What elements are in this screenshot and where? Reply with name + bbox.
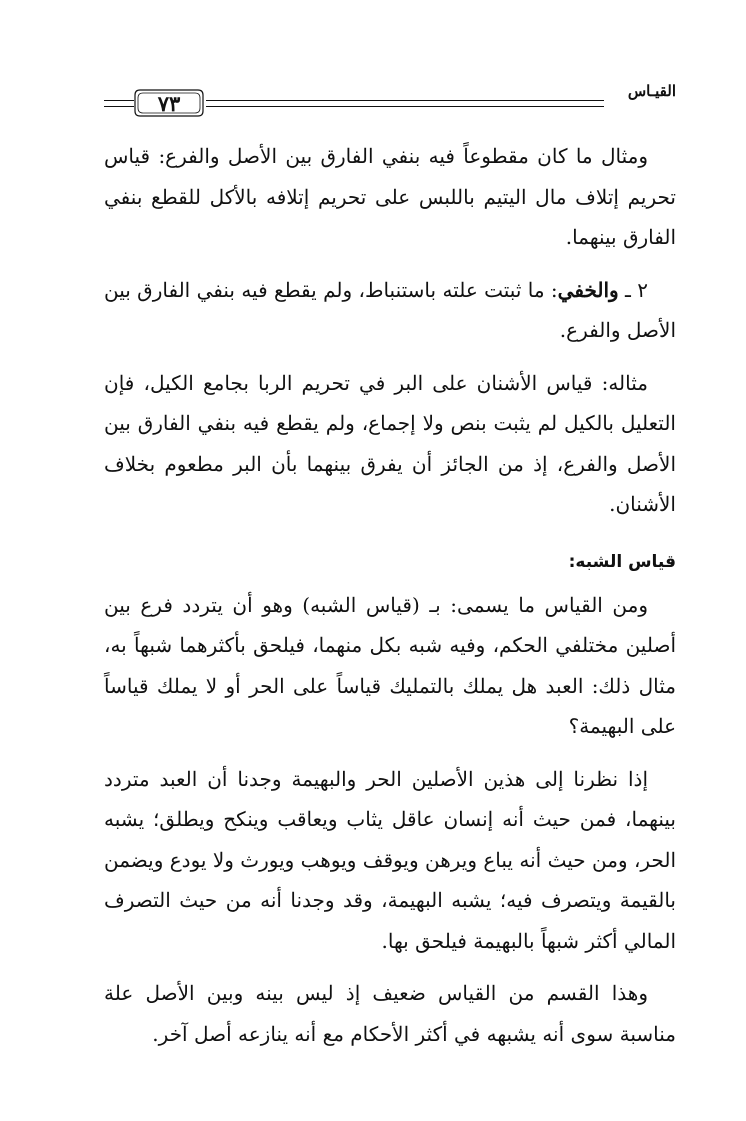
page-number: ٧٣ xyxy=(157,91,181,116)
header-rule-right-bottom xyxy=(206,106,604,107)
paragraph-resemblance-explanation: إذا نظرنا إلى هذين الأصلين الحر والبهيمة وجدنا أن العبد متردد بينهما، فمن حيث أنه إنسان عاقل يثاب ويعاقب وينكح ويطلق؛ يشبه الحر، ومن حيث أنه يباع ويرهن ويوقف ويوهب ويورث ولا يودع ويضمن بالقيمة ويتصرف فيه؛ يشبه البهيمة، وقد وجدنا أنه من حيث التصرف المالي أكثر شبهاً بالبهيمة فيلحق بها. xyxy=(104,766,677,953)
page-number-badge xyxy=(134,88,204,118)
header-rule-right-top xyxy=(206,100,604,101)
item-number: ٢ ـ xyxy=(618,277,648,302)
header-rule-left-top xyxy=(104,100,134,101)
item-definition: : ما ثبتت علته باستنباط، ولم يقطع فيه بنفي الفارق بين الأصل والفرع. xyxy=(104,277,676,342)
page-body xyxy=(104,136,676,1054)
paragraph-example-definitive: ومثال ما كان مقطوعاً فيه بنفي الفارق بين الأصل والفرع: قياس تحريم إتلاف مال اليتيم باللبس على تحريم إتلافه بالأكل للقطع بنفي الفارق بينهما. xyxy=(104,144,676,249)
running-title: القيـاس xyxy=(627,82,676,100)
paragraph-hidden-example: مثاله: قياس الأشنان على البر في تحريم الربا بجامع الكيل، فإن التعليل بالكيل لم يثبت بنص ولا إجماع، ولم يقطع فيه بنفي الفارق بين الأصل والفرع، إذ من الجائز أن يفرق بينهما بأن البر مطعوم بخلاف الأشنان. xyxy=(104,370,676,516)
paragraph-resemblance-weakness: وهذا القسم من القياس ضعيف إذ ليس بينه وبين الأصل علة مناسبة سوى أنه يشبهه في أكثر الأحكام مع أنه ينازعه أصل آخر. xyxy=(104,981,676,1046)
paragraph-resemblance-definition: ومن القياس ما يسمى: بـ (قياس الشبه) وهو أن يتردد فرع بين أصلين مختلفي الحكم، وفيه شبه بكل منهما، فيلحق بأكثرهما شبهاً به، مثال ذلك: العبد هل يملك بالتمليك قياساً على الحر أو لا يملك قياساً على البهيمة؟ xyxy=(104,592,676,738)
paragraph-hidden-analogy xyxy=(104,270,676,351)
header-rule-left-bottom xyxy=(104,106,134,107)
item-term: والخفي xyxy=(557,277,619,302)
section-heading: قياس الشبه: xyxy=(568,551,676,572)
page-header xyxy=(104,82,676,122)
